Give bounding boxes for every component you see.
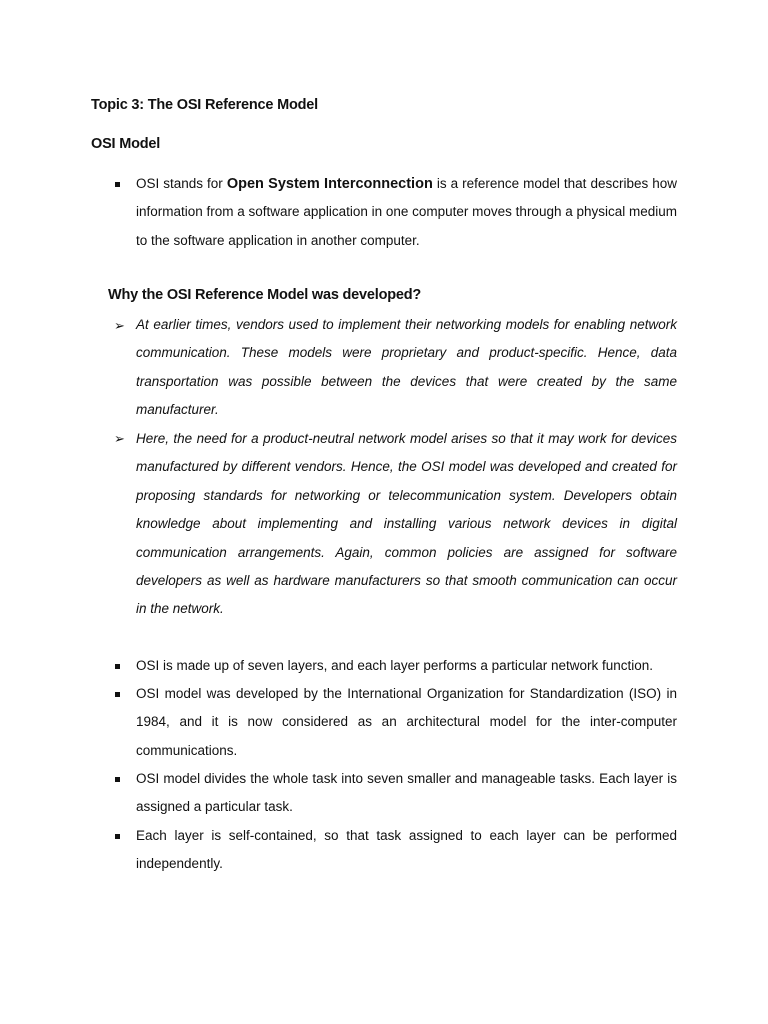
arrow-bullet-icon: ➢ xyxy=(114,318,125,333)
why-point-1: At earlier times, vendors used to implement their networking models for enabling network communication. These models were proprietary and product-specific. Hence, data transportation was possible between the devices that were created by the same manufacturer. xyxy=(136,317,677,418)
square-bullet-icon xyxy=(115,834,120,839)
fact-2: OSI model was developed by the International Organization for Standardization (ISO) in 1984, and it is now considered as an architectural model for the inter-computer communications. xyxy=(136,686,677,758)
square-bullet-icon xyxy=(115,692,120,697)
arrow-bullet-icon: ➢ xyxy=(114,431,125,446)
topic-title: Topic 3: The OSI Reference Model xyxy=(91,97,318,113)
fact-4: Each layer is self-contained, so that task assigned to each layer can be performed independently. xyxy=(136,828,677,872)
intro-prefix: OSI stands for xyxy=(136,176,227,191)
intro-term: Open System Interconnection xyxy=(226,176,433,192)
intro-paragraph xyxy=(136,170,677,255)
why-title: Why the OSI Reference Model was developed? xyxy=(108,287,422,303)
square-bullet-icon xyxy=(115,182,120,187)
why-point-2: Here, the need for a product-neutral network model arises so that it may work for devices manufactured by different vendors. Hence, the OSI model was developed and created for proposing standards for networking or telecommunication system. Developers obtain knowledge about implementing and installing various network devices in digital communication arrangements. Again, common policies are assigned for software developers as well as hardware manufacturers so that smooth communication can occur in the network. xyxy=(136,431,677,617)
square-bullet-icon xyxy=(115,777,120,782)
fact-3: OSI model divides the whole task into seven smaller and manageable tasks. Each layer is assigned a particular task. xyxy=(136,771,677,815)
fact-1: OSI is made up of seven layers, and each layer performs a particular network function. xyxy=(136,658,654,673)
intro-suffix: is a reference model that describes how information from a software application in one computer moves through a physical medium to the software application in another computer. xyxy=(136,176,678,248)
square-bullet-icon xyxy=(115,664,120,669)
section-title: OSI Model xyxy=(91,136,161,152)
